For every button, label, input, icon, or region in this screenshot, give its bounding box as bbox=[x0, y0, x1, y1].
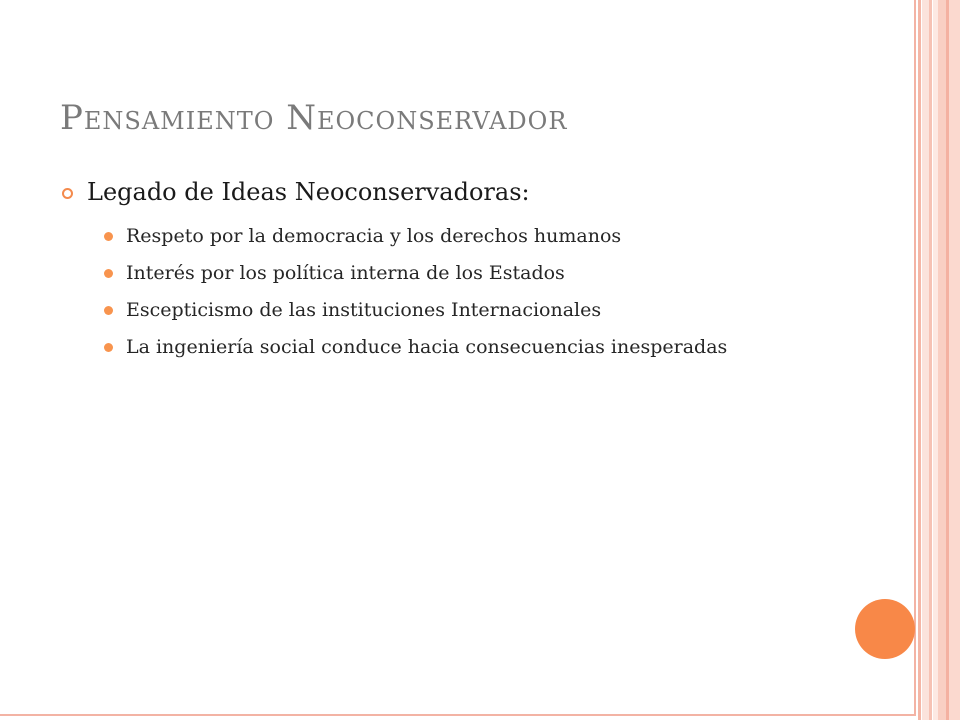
side-stripe bbox=[949, 0, 960, 720]
dot-bullet-icon bbox=[104, 269, 113, 278]
sub-bullet-list bbox=[104, 224, 804, 372]
sub-bullet-item bbox=[104, 224, 804, 248]
sub-bullet-item bbox=[104, 261, 804, 285]
sub-bullet-item bbox=[104, 298, 804, 322]
sub-bullet-text: La ingeniería social conduce hacia consecuencias inesperadas bbox=[126, 336, 728, 358]
main-bullet-text: Legado de Ideas Neoconservadoras: bbox=[87, 178, 530, 206]
decorative-circle-icon bbox=[855, 599, 915, 659]
dot-bullet-icon bbox=[104, 232, 113, 241]
main-bullet bbox=[62, 178, 530, 206]
ring-bullet-icon bbox=[62, 188, 73, 199]
side-stripe bbox=[918, 0, 921, 720]
sub-bullet-text: Interés por los política interna de los Estados bbox=[126, 262, 565, 284]
dot-bullet-icon bbox=[104, 343, 113, 352]
sub-bullet-text: Respeto por la democracia y los derechos humanos bbox=[126, 225, 622, 247]
slide-title: Pensamiento Neoconservador bbox=[60, 98, 568, 138]
side-stripe bbox=[929, 0, 932, 720]
side-stripe bbox=[938, 0, 946, 720]
sub-bullet-text: Escepticismo de las instituciones Internacionales bbox=[126, 299, 602, 321]
dot-bullet-icon bbox=[104, 306, 113, 315]
side-stripe bbox=[922, 0, 929, 720]
sub-bullet-item bbox=[104, 335, 804, 359]
